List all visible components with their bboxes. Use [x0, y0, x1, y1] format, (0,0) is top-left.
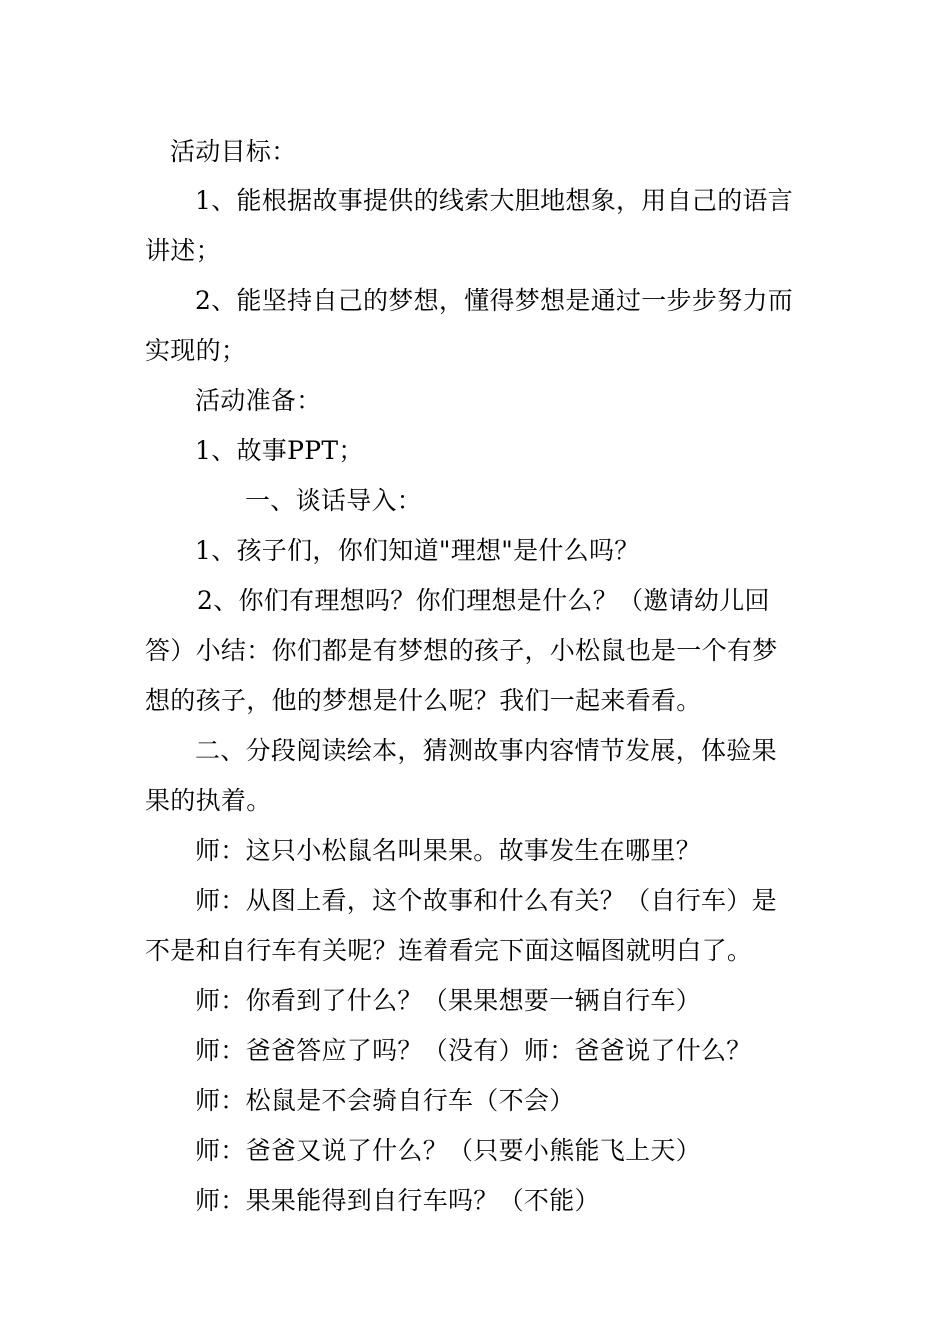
paragraph-line: 不是和自行车有关呢？连着看完下面这幅图就明白了。 — [145, 936, 753, 965]
paragraph-line: 讲述； — [145, 236, 221, 265]
paragraph-line: 师：松鼠是不会骑自行车（不会） — [195, 1086, 575, 1115]
paragraph-line: 1、能根据故事提供的线索大胆地想象，用自己的语言 — [195, 186, 794, 215]
paragraph-line: 师：这只小松鼠名叫果果。故事发生在哪里？ — [195, 836, 702, 865]
paragraph-line: 2、你们有理想吗？你们理想是什么？（邀请幼儿回 — [197, 586, 770, 615]
paragraph-line: 师：从图上看，这个故事和什么有关？（自行车）是 — [195, 886, 777, 915]
paragraph-line: 答）小结：你们都是有梦想的孩子，小松鼠也是一个有梦 — [145, 636, 778, 665]
paragraph-line: 实现的； — [145, 336, 247, 365]
heading-section-one: 一、谈话导入： — [245, 486, 423, 515]
heading-section-two: 二、分段阅读绘本，猜测故事内容情节发展，体验果 — [195, 736, 777, 765]
heading-activity-goals: 活动目标： — [170, 137, 297, 166]
paragraph-line: 1、孩子们，你们知道"理想"是什么吗？ — [195, 536, 640, 565]
paragraph-line: 师：爸爸又说了什么？（只要小熊能飞上天） — [195, 1136, 702, 1165]
paragraph-line: 1、故事PPT； — [195, 436, 364, 465]
heading-activity-prep: 活动准备： — [195, 386, 322, 415]
paragraph-line: 师：爸爸答应了吗？（没有）师：爸爸说了什么？ — [195, 1036, 752, 1065]
paragraph-line: 师：果果能得到自行车吗？（不能） — [195, 1186, 600, 1215]
paragraph-line: 师：你看到了什么？（果果想要一辆自行车） — [195, 986, 702, 1015]
paragraph-line: 想的孩子，他的梦想是什么呢？我们一起来看看。 — [145, 686, 702, 715]
paragraph-line: 果的执着。 — [145, 786, 272, 815]
paragraph-line: 2、能坚持自己的梦想，懂得梦想是通过一步步努力而 — [195, 286, 794, 315]
